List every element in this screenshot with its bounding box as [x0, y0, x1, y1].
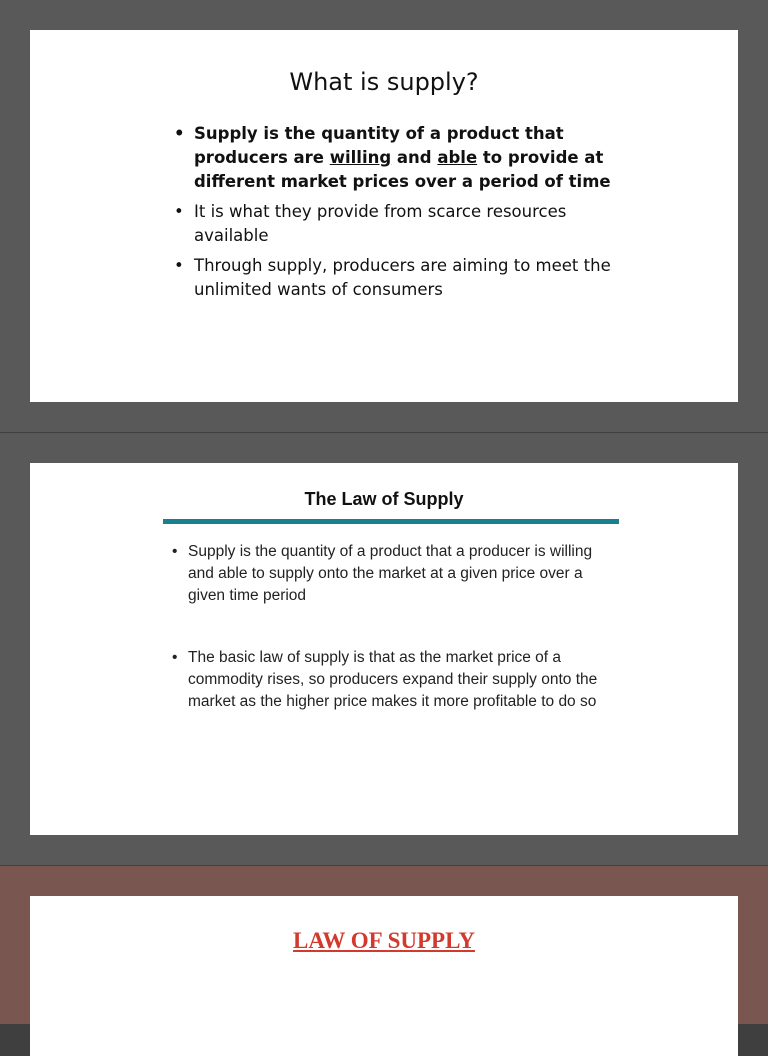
bullet-text: and: [391, 148, 438, 167]
bullet-item: • Through supply, producers are aiming to meet the unlimited wants of consumers: [170, 254, 640, 302]
bullet-list: [170, 541, 620, 713]
slide-title: What is supply?: [289, 68, 479, 96]
underlined-word-willing: willing: [329, 148, 392, 167]
slide-title: LAW OF SUPPLY: [293, 928, 475, 953]
slide-law-of-supply-heading: [30, 896, 738, 1056]
bullet-item: [170, 122, 640, 194]
title-underline-rule: [163, 519, 619, 524]
bullet-list: [170, 122, 640, 308]
bullet-item: • It is what they provide from scarce resources available: [170, 200, 640, 248]
slide-title: The Law of Supply: [304, 489, 464, 509]
bullet-item: • Supply is the quantity of a product that a producer is willing and able to supply onto the market at a given price over a given time period: [170, 541, 620, 607]
bullet-text: to provide at different market prices over a period of time: [194, 148, 611, 191]
slide-what-is-supply: [30, 30, 738, 402]
slide-law-of-supply: [30, 463, 738, 835]
bullet-item: • The basic law of supply is that as the market price of a commodity rises, so producers expand their supply onto the market as the higher price makes it more profitable to do so: [170, 647, 620, 713]
underlined-word-able: able: [437, 148, 478, 167]
bullet-text: Supply is the quantity of a product that producers are: [194, 124, 564, 167]
